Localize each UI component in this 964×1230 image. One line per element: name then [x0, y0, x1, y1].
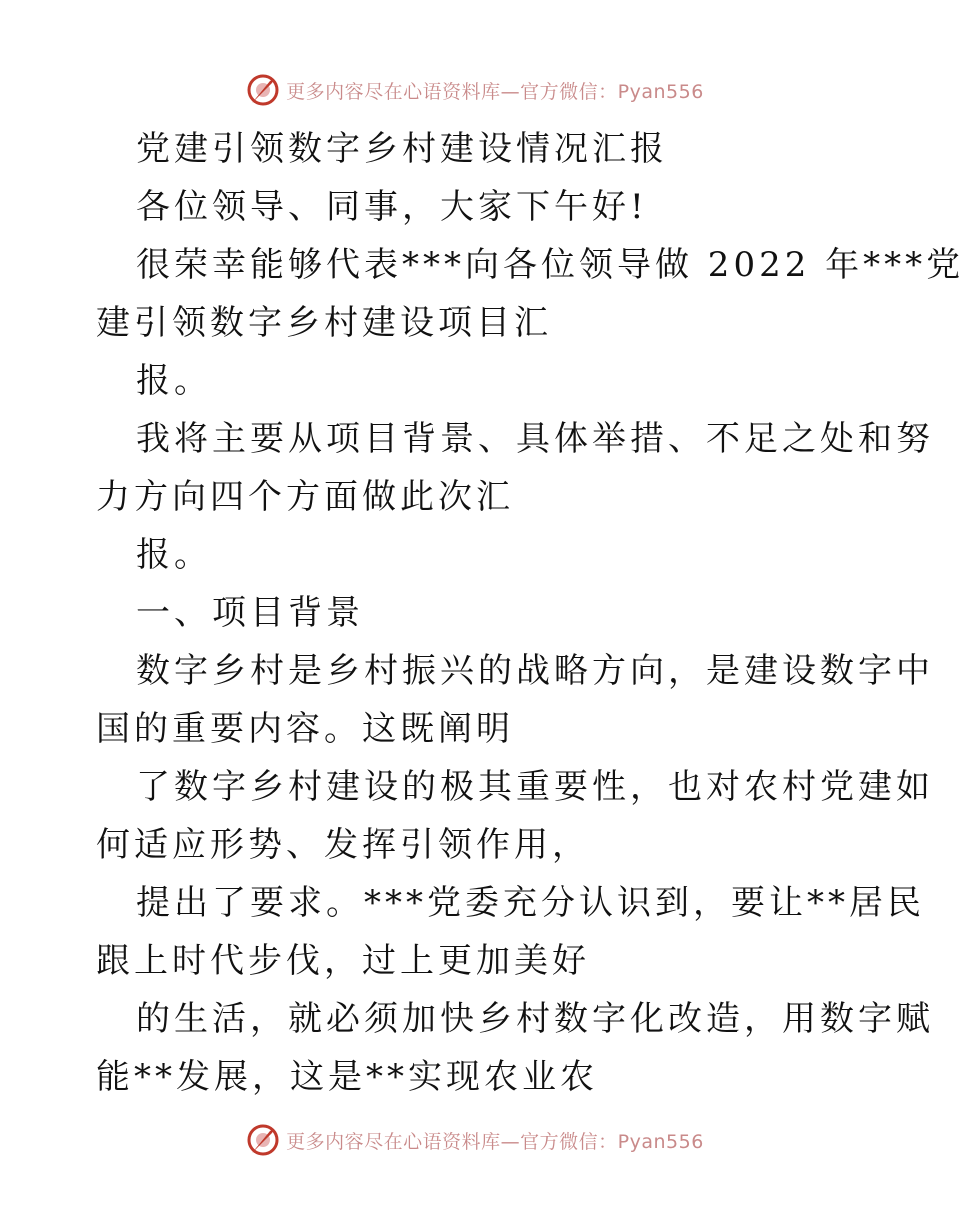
text-line: 何适应形势、发挥引领作用，	[96, 825, 590, 865]
text-line: 国的重要内容。这既阐明	[96, 709, 514, 749]
watermark-text: 更多内容尽在心语资料库—官方微信：Pyan556	[286, 80, 704, 103]
text-line: 力方向四个方面做此次汇	[96, 477, 514, 517]
text-line: 跟上时代步伐，过上更加美好	[96, 941, 590, 981]
footer-watermark	[0, 1120, 950, 1160]
text-line: 提出了要求。***党委充分认识到，要让**居民	[136, 883, 925, 923]
text-line: 能**发展，这是**实现农业农	[96, 1057, 598, 1097]
text-line: 一、项目背景	[136, 593, 364, 633]
quill-logo-icon	[246, 73, 280, 107]
text-line: 了数字乡村建设的极其重要性，也对农村党建如	[136, 767, 934, 807]
text-line: 各位领导、同事，大家下午好!	[136, 187, 648, 227]
text-line: 数字乡村是乡村振兴的战略方向，是建设数字中	[136, 651, 934, 691]
text-line: 很荣幸能够代表***向各位领导做 2022 年***党	[136, 245, 964, 285]
header-watermark	[0, 70, 950, 110]
text-line: 我将主要从项目背景、具体举措、不足之处和努	[136, 419, 934, 459]
text-line: 的生活，就必须加快乡村数字化改造，用数字赋	[136, 999, 934, 1039]
quill-logo-icon	[246, 1123, 280, 1157]
text-line: 报。	[136, 535, 212, 575]
text-line: 党建引领数字乡村建设情况汇报	[136, 129, 668, 169]
document-body	[96, 120, 964, 1106]
watermark-text: 更多内容尽在心语资料库—官方微信：Pyan556	[286, 1130, 704, 1153]
text-line: 建引领数字乡村建设项目汇	[96, 303, 552, 343]
text-line: 报。	[136, 361, 212, 401]
